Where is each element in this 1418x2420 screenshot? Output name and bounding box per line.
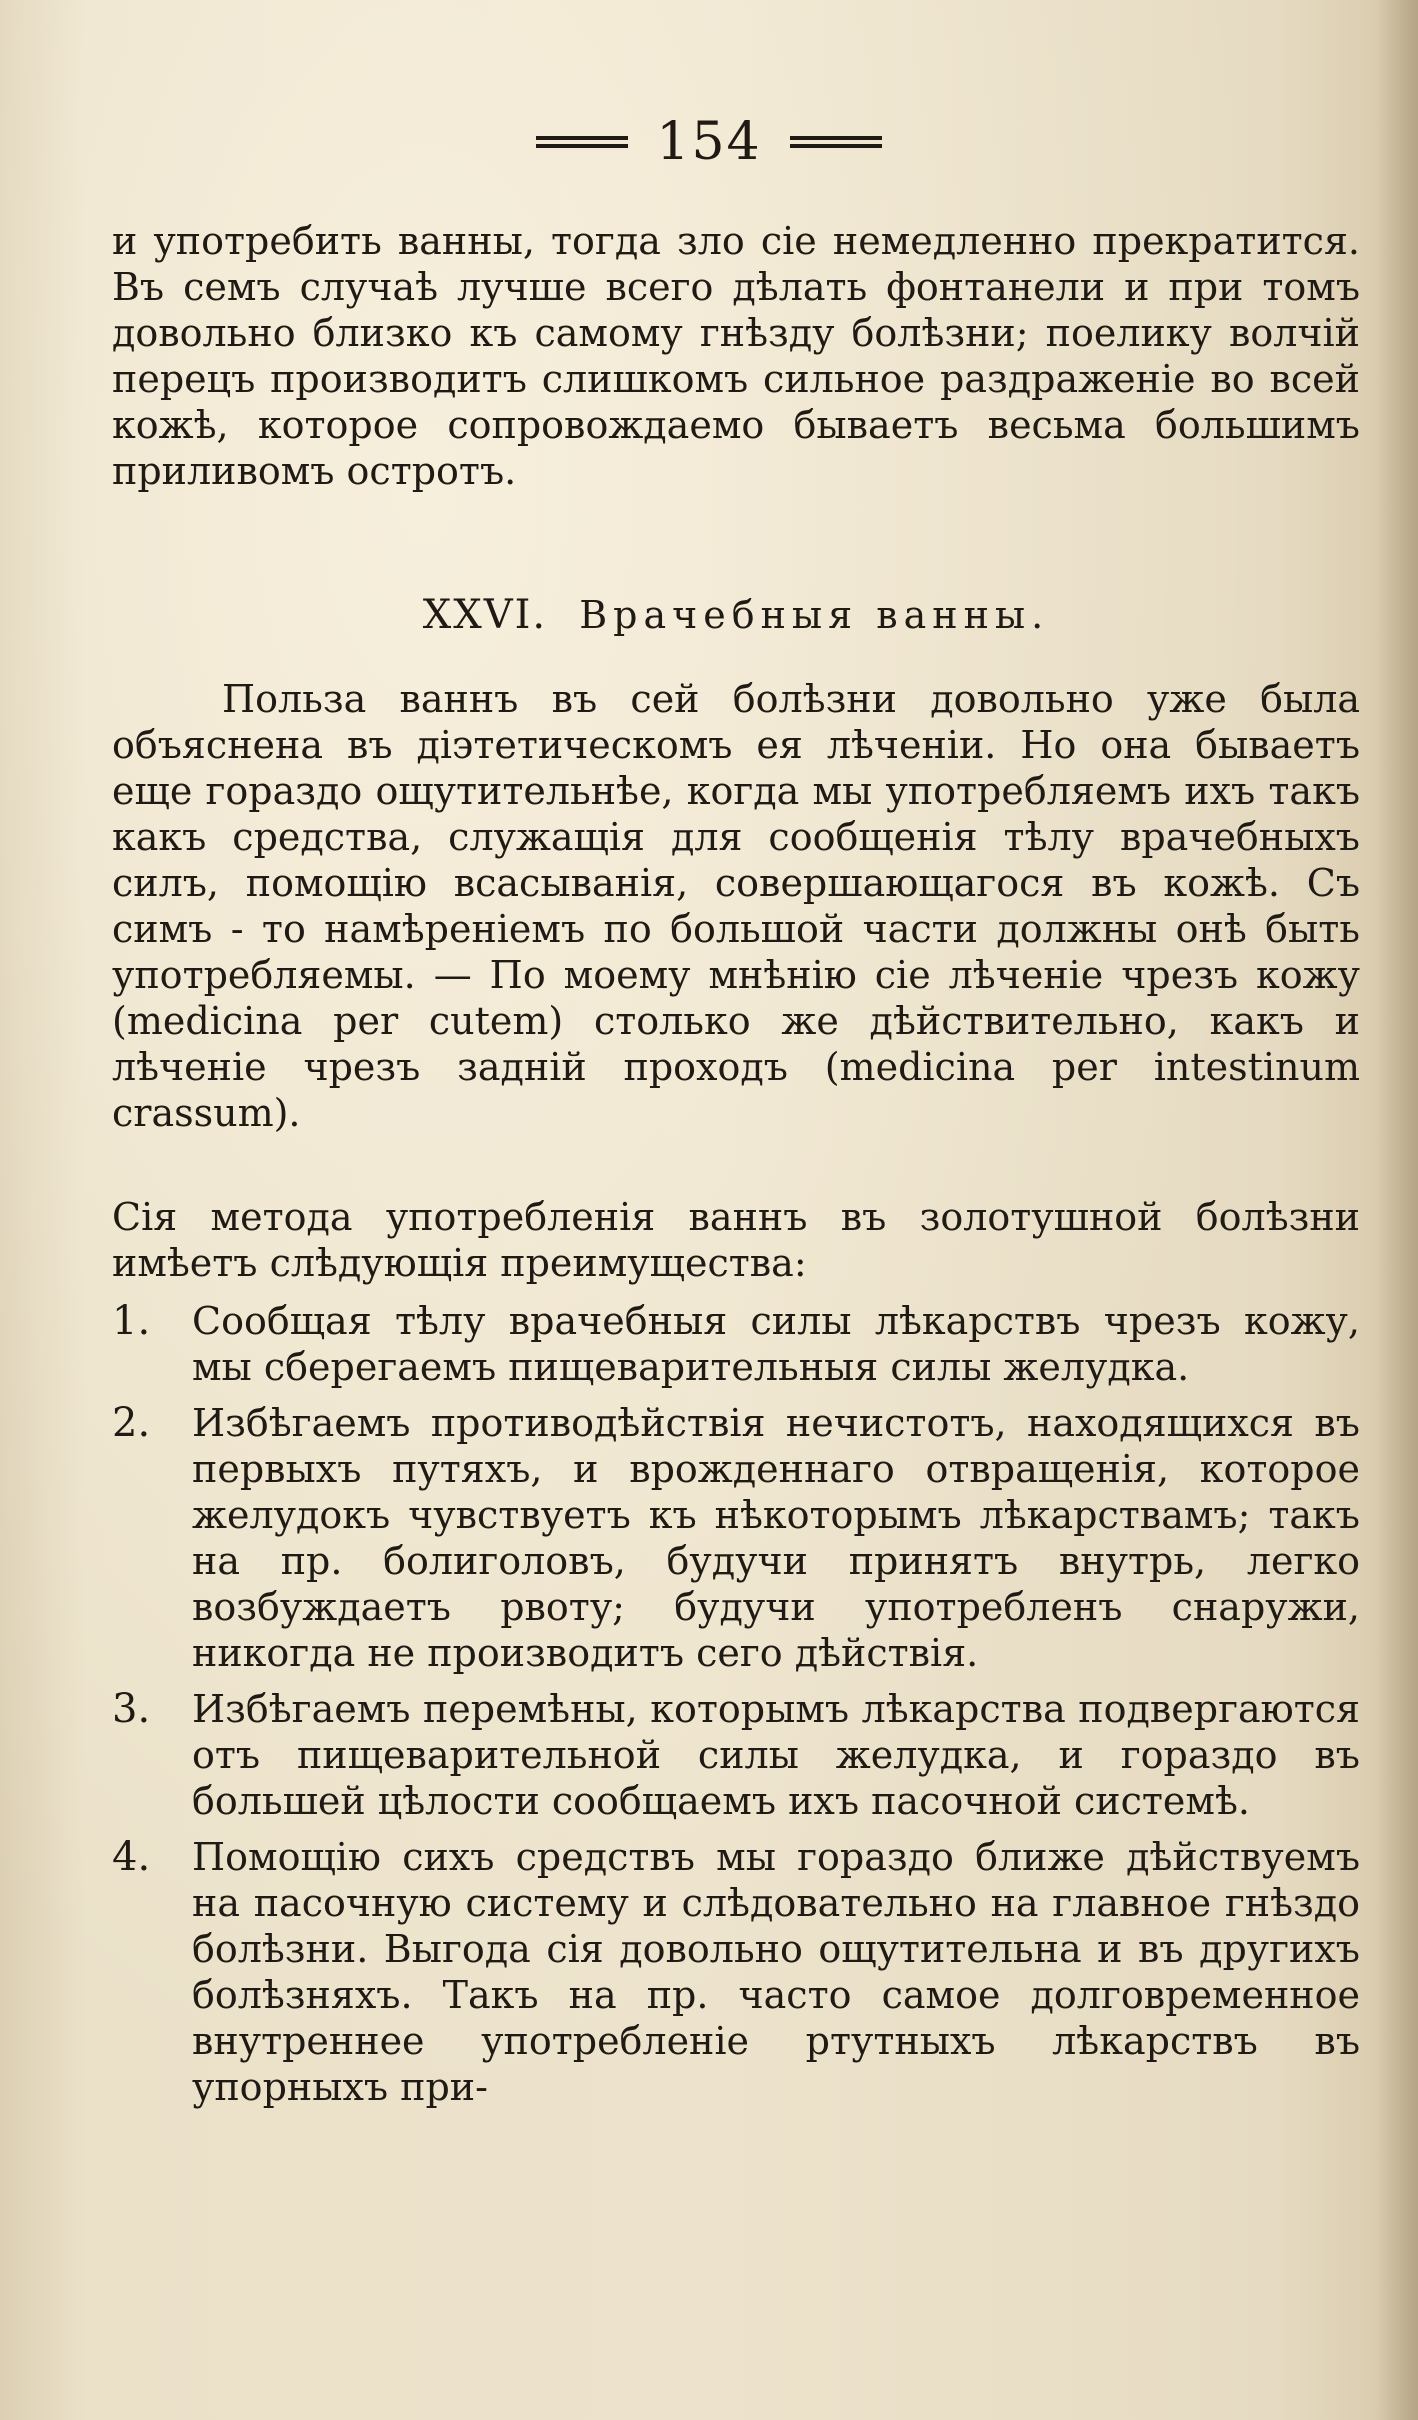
page-edge-shadow xyxy=(1374,0,1418,2420)
paragraph-benefits: Польза ваннъ въ сей болѣзни довольно уже была объяснена въ діэтетическомъ ея лѣченіи. Но она бываетъ еще гораздо ощутительнѣе, когда мы употребляемъ ихъ такъ какъ средства, служащія для сообщенія тѣлу врачебныхъ силъ, помощію всасыванія, совершающагося въ кожѣ. Съ симъ - то намѣреніемъ по большой части должны онѣ быть употребляемы. — По моему мнѣнію сіе лѣченіе чрезъ кожу (medicina per cutem) столько же дѣйствительно, какъ и лѣченіе чрезъ задній проходъ (medicina per intestinum crassum). xyxy=(112,677,1360,1135)
list-item xyxy=(112,1686,1360,1824)
list-item-number: 1. xyxy=(112,1298,151,1344)
list-item-text: Избѣгаемъ перемѣны, которымъ лѣкарства подвергаются отъ пищеварительной силы желудка, и гораздо въ большей цѣлости сообщаемъ ихъ пасочной системѣ. xyxy=(192,1687,1360,1823)
list-item-text: Помощію сихъ средствъ мы гораздо ближе дѣйствуемъ на пасочную систему и слѣдовательно на главное гнѣздо болѣзни. Выгода сія довольно ощутительна и въ другихъ болѣзняхъ. Такъ на пр. часто самое долговременное внутреннее употребленіе ртутныхъ лѣкарствъ въ упорныхъ при- xyxy=(192,1835,1360,2109)
section-number: XXVI. xyxy=(422,592,548,638)
section-heading xyxy=(112,592,1360,638)
list-item-number: 2. xyxy=(112,1400,151,1446)
list-item xyxy=(112,1400,1360,1676)
section-title: Врачебныя ванны. xyxy=(579,593,1050,637)
list-item xyxy=(112,1298,1360,1390)
list-item xyxy=(112,1834,1360,2110)
list-item-number: 3. xyxy=(112,1686,151,1732)
paragraph-method-intro: Сія метода употребленія ваннъ въ золотушной болѣзни имѣетъ слѣдующія преимущества: xyxy=(112,1195,1360,1285)
continued-paragraph: и употребить ванны, тогда зло сіе немедленно прекратится. Въ семъ случаѣ лучше всего дѣлать фонтанели и при томъ довольно близко къ самому гнѣзду болѣзни; поелику волчій перецъ производитъ слишкомъ сильное раздраженіе во всей кожѣ, которое сопровождаемо бываетъ весьма большимъ приливомъ остротъ. xyxy=(112,219,1360,493)
page-number: 154 xyxy=(656,112,762,172)
advantages-list xyxy=(112,1298,1360,2120)
page-header xyxy=(0,112,1418,172)
header-rule-right xyxy=(790,135,882,149)
list-item-number: 4. xyxy=(112,1834,151,1880)
header-rule-left xyxy=(536,135,628,149)
list-item-text: Избѣгаемъ противодѣйствія нечистотъ, находящихся въ первыхъ путяхъ, и врожденнаго отвращенія, которое желудокъ чувствуетъ къ нѣкоторымъ лѣкарствамъ; такъ на пр. болиголовъ, будучи принятъ внутрь, легко возбуждаетъ рвоту; будучи употребленъ снаружи, никогда не производитъ сего дѣйствія. xyxy=(192,1401,1360,1675)
list-item-text: Сообщая тѣлу врачебныя силы лѣкарствъ чрезъ кожу, мы сберегаемъ пищеварительныя силы желудка. xyxy=(192,1299,1360,1389)
